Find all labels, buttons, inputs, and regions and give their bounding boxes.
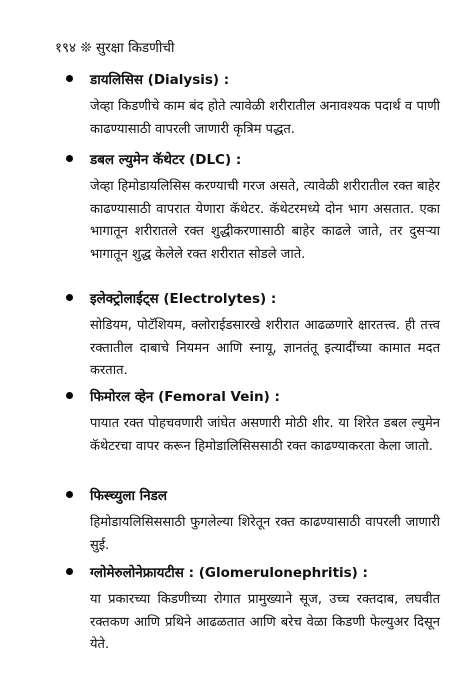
glossary-definition: सोडियम, पोटॅशियम, क्लोराईडसारखे शरीरात आढळणारे क्षारतत्त्व. ही तत्त्व रक्तातील दाबाचे नियमन आणि स्नायू, ज्ञानतंतू इत्यादींच्या कामात मदत करतात. <box>90 318 440 378</box>
glossary-definition: पायात रक्त पोहचवणारी जांघेत असणारी मोठी शीर. या शिरेत डबल ल्युमेन कॅथेटरचा वापर करून हिमोडालिसिससाठी रक्त काढण्याकरता केला जातो. <box>90 416 440 454</box>
glossary-term: फिस्च्युला निडल <box>90 488 168 504</box>
glossary-definition: हिमोडायलिसिससाठी फुगलेल्या शिरेतून रक्त काढण्यासाठी वापरली जाणारी सुई. <box>90 515 440 553</box>
bullet-icon <box>66 75 73 82</box>
glossary-definition: या प्रकारच्या किडणीच्या रोगात प्रामुख्याने सूज, उच्च रक्तदाब, लघवीत रक्तकण आणि प्रथिने आढळतात आणि बरेच वेळा किडणी फेल्युअर दिसून येते. <box>90 592 440 652</box>
glossary-term: डबल ल्युमेन कॅथेटर (DLC) : <box>90 152 242 168</box>
glossary-definition: जेव्हा हिमोडायलिसिस करण्याची गरज असते, त्यावेळी शरीरातील रक्त बाहेर काढण्यासाठी वापरात येणारा कॅथेटर. कॅथेटरमध्ये दोन भाग असतात. एका भागातून शरीरातले रक्त शुद्धीकरणासाठी बाहेर काढले जाते, तर दुसऱ्या भागातून शुद्ध केलेले रक्त शरीरात सोडले जाते. <box>90 179 440 262</box>
bullet-icon <box>66 392 73 399</box>
glossary-term: इलेक्ट्रोलाईट्स (Electrolytes) : <box>90 291 277 307</box>
bullet-icon <box>66 155 73 162</box>
glossary-term: ग्लोमेरुलोनेफ्रायटीस : (Glomerulonephritis) : <box>90 565 368 581</box>
glossary-term: फिमोरल व्हेन (Femoral Vein) : <box>90 389 280 405</box>
bullet-icon <box>66 294 73 301</box>
bullet-icon <box>66 568 73 575</box>
bullet-icon <box>66 491 73 498</box>
glossary-definition: जेव्हा किडणीचे काम बंद होते त्यावेळी शरीरातील अनावश्यक पदार्थ व पाणी काढण्यासाठी वापरली जाणारी कृत्रिम पद्धत. <box>90 99 440 137</box>
glossary-term: डायलिसिस (Dialysis) : <box>90 72 230 88</box>
running-header: १९४ ❊ सुरक्षा किडणीची <box>55 40 175 56</box>
